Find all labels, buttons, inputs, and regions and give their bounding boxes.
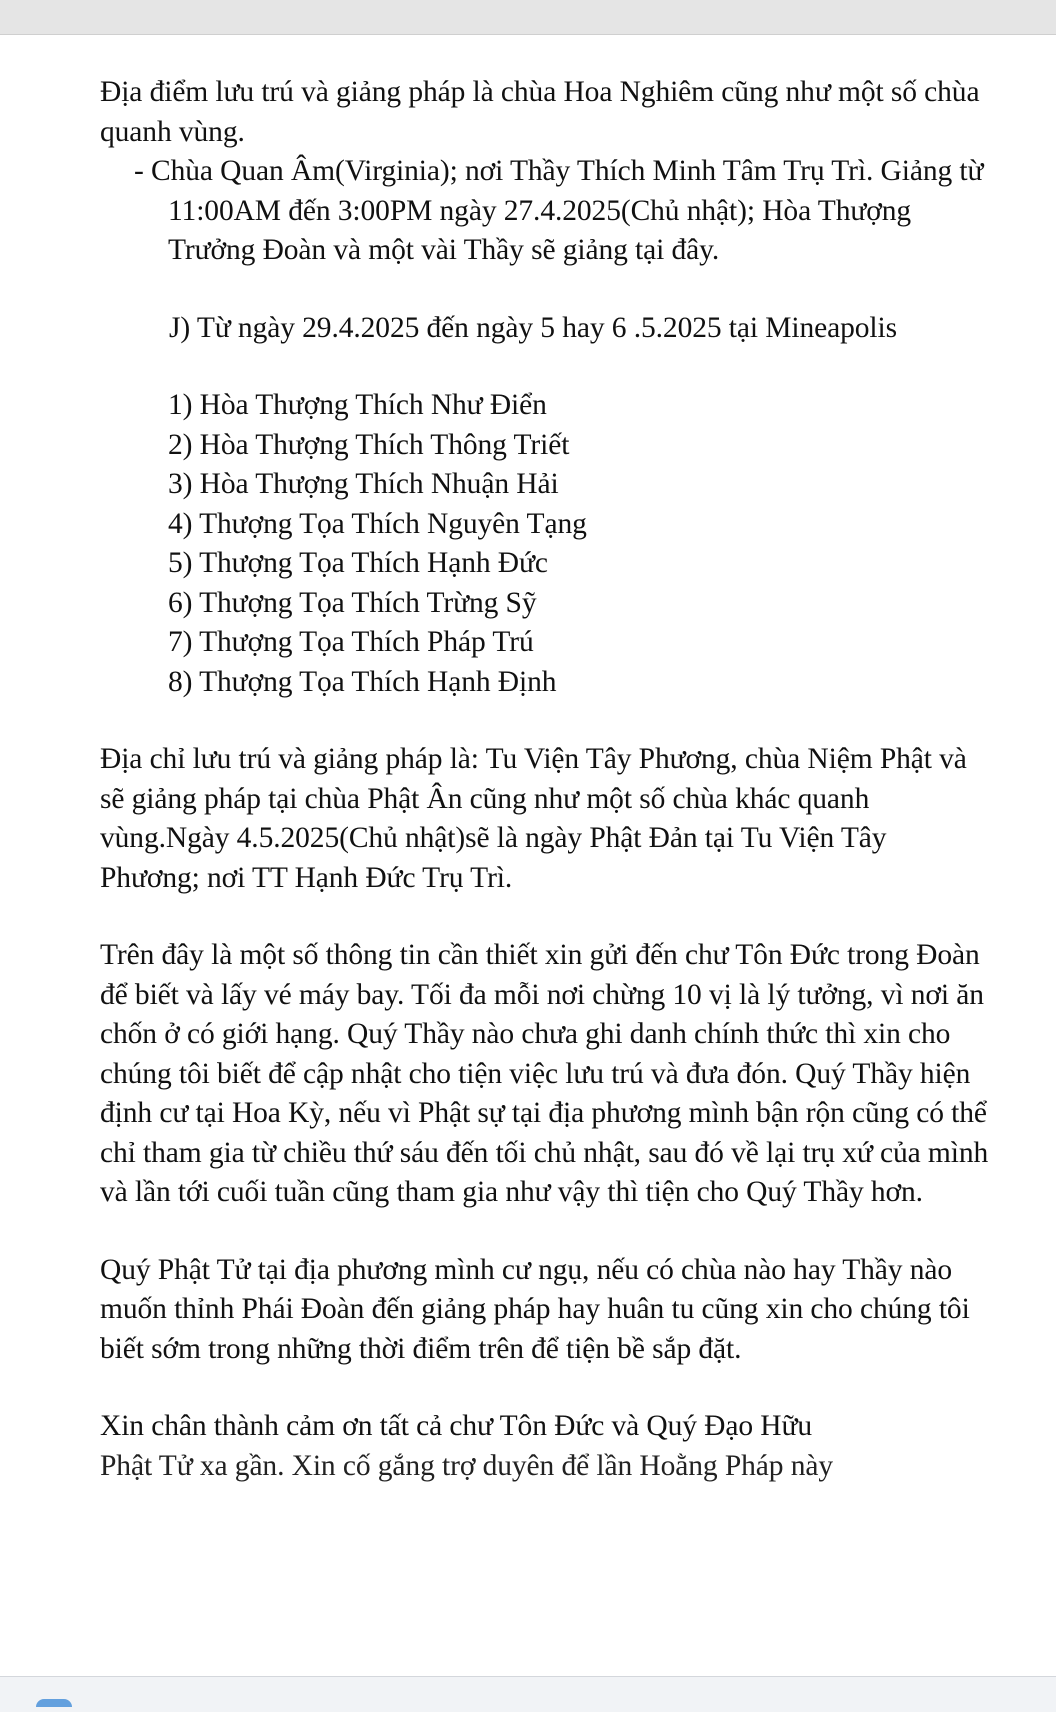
list-item: 8) Thượng Tọa Thích Hạnh Định — [168, 665, 557, 698]
scroll-handle[interactable] — [36, 1699, 72, 1707]
top-edge — [0, 0, 1056, 35]
spacer — [100, 1213, 990, 1251]
spacer — [100, 348, 990, 386]
list-item: 4) Thượng Tọa Thích Nguyên Tạng — [168, 507, 587, 540]
dash-item-quan-am: - Chùa Quan Âm(Virginia); nơi Thầy Thích Minh Tâm Trụ Trì. Giảng từ 11:00AM đến 3:00PM ngày 27.4.2025(Chủ nhật); Hòa Thượng Trưởng Đoàn và một vài Thầy sẽ giảng tại đây. — [134, 155, 991, 266]
paragraph-thanks: Xin chân thành cảm ơn tất cả chư Tôn Đức và Quý Đạo Hữu — [100, 1410, 813, 1442]
paragraph-intro: Địa điểm lưu trú và giảng pháp là chùa Hoa Nghiêm cũng như một số chùa quanh vùng. — [100, 76, 987, 148]
list-item: 6) Thượng Tọa Thích Trừng Sỹ — [168, 586, 537, 619]
paragraph-invite: Quý Phật Tử tại địa phương mình cư ngụ, nếu có chùa nào hay Thầy nào muốn thỉnh Phái Đoàn đến giảng pháp hay huân tu cũng xin cho chúng tôi biết sớm trong những thời điểm trên để tiện bề sắp đặt. — [100, 1253, 977, 1365]
section-j-heading: J) Từ ngày 29.4.2025 đến ngày 5 hay 6 .5.2025 tại Mineapolis — [169, 311, 898, 344]
paragraph-thanks-cutoff: Phật Tử xa gần. Xin cố gắng trợ duyên để lần Hoằng Pháp này — [100, 1449, 833, 1482]
spacer — [100, 898, 990, 936]
list-item: 3) Hòa Thượng Thích Nhuận Hải — [168, 468, 559, 500]
list-item: 5) Thượng Tọa Thích Hạnh Đức — [168, 547, 548, 579]
list-item: 7) Thượng Tọa Thích Pháp Trú — [168, 626, 534, 658]
bottom-toolbar — [0, 1676, 1056, 1712]
monk-list — [100, 386, 990, 702]
spacer — [100, 702, 990, 740]
paragraph-address: Địa chỉ lưu trú và giảng pháp là: Tu Viện Tây Phương, chùa Niệm Phật và sẽ giảng pháp tại chùa Phật Ân cũng như một số chùa khác quanh vùng.Ngày 4.5.2025(Chủ nhật)sẽ là ngày Phật Đản tại Tu Viện Tây Phương; nơi TT Hạnh Đức Trụ Trì. — [100, 743, 975, 894]
paragraph-info: Trên đây là một số thông tin cần thiết xin gửi đến chư Tôn Đức trong Đoàn để biết và lấy vé máy bay. Tối đa mỗi nơi chừng 10 vị là lý tưởng, vì nơi ăn chốn ở có giới hạng. Quý Thầy nào chưa ghi danh chính thức thì xin cho chúng tôi biết để cập nhật cho tiện việc lưu trú và đưa đón. Quý Thầy hiện định cư tại Hoa Kỳ, nếu vì Phật sự tại địa phương mình bận rộn cũng có thể chỉ tham gia từ chiều thứ sáu đến tối chủ nhật, sau đó về lại trụ xứ của mình và lần tới cuối tuần cũng tham gia như vậy thì tiện cho Quý Thầy hơn. — [100, 939, 996, 1208]
document-page[interactable] — [0, 35, 1056, 1676]
spacer — [100, 271, 990, 309]
document-text — [100, 73, 996, 1486]
spacer — [100, 1369, 990, 1407]
list-item: 2) Hòa Thượng Thích Thông Triết — [168, 428, 570, 461]
list-item: 1) Hòa Thượng Thích Như Điển — [168, 389, 547, 421]
